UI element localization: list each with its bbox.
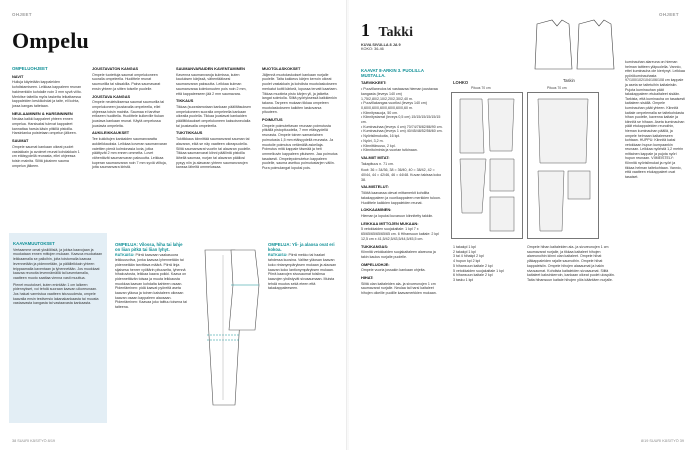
- heading-muotolaskokset: MUOTOLASKOKSET: [262, 66, 301, 71]
- heading-tikkaus: TIKKAUS: [176, 98, 194, 104]
- pattern-changes-heading: KAAVAMUUTOKSET: [13, 241, 55, 246]
- section-label: OHJEET: [12, 12, 32, 17]
- cut-list-item: 2 takakpl 1 kpl: [453, 249, 476, 254]
- badge-number: 1: [361, 20, 370, 40]
- fabric-column: [92, 64, 168, 172]
- diagram-label: Taskin: [563, 78, 575, 83]
- heading-neulaaminen: NEULAAMINEN & HARSINNINEN: [12, 110, 73, 116]
- tarvikkeet-list: [361, 87, 443, 153]
- badge-subtitle: KUVA SIVULLA 8 JA 9: [361, 43, 401, 47]
- text-joustava: Ompele neuleisiksensa saumat saumurilla tai ompelukoneen joustavalla ompeleella, ellei ohjeessa toisin mainita. Saumaa ei tarvitse erikseen huolitella. Huolittele kulkeville tiukan joustava kankaan reunat. Käytä ompelussa joustavia ompeleita.: [92, 100, 165, 128]
- text-tikkaus: Tikkaa (suoratamotaan kankaan pääliltäsuksen ompelukoneen suoralla ompeleella kankaan oikealla puolella. Tikkaa joustavat kankaiden päällitikkaukset ompelukoneen kaksoisneulalla tai joustavalla ompeleella.: [176, 104, 251, 128]
- text-poimutus: Ompele poimutettavan reunaan poimutusta pitkällä pistopituudella, 7 mm etäisyydellä reunasta. Ompele toinen samanlainen poimutusta 1,5 mm etäisyydellä reunasta. Ja muotoile poimutus vetämällä askellaja. Poimutus mitä kappale täsmää ja heti ommelkuvin kappaleen pituiseen. Jaa poimutus tasaisesti. Ompelepoimutetun kappaleen puolelle, sauma asettuu poimutustarjen väliin. Pura poimulangat lopuksi pois.: [262, 123, 338, 171]
- footer-right: 8/19 SUURI KÄSITYÖ 39: [640, 439, 684, 443]
- pattern-badge: [361, 20, 413, 51]
- ratkaisu-label-2: RATKAISU:: [268, 253, 288, 258]
- heading-saumat: SAUMAT: [12, 138, 29, 144]
- valmistelut-heading: VALMISTELUT:: [361, 184, 389, 190]
- valmis-heading: VALMIIT MITAT:: [361, 154, 390, 160]
- badge-title: Takki: [378, 25, 413, 40]
- tarvike-item: • Kuminauhaa (leveys 1 cm) 40/45/48/52/56/60 cm.: [361, 129, 443, 134]
- tarvike-item: • Nyörisilmukoita, 16 kpl.: [361, 134, 401, 139]
- sewing-instructions-column: [12, 64, 82, 170]
- lokkaaminen-heading: LOKKAAMINEN:: [361, 207, 392, 213]
- ompeluohje-heading: OMPELUOHJE:: [361, 261, 390, 267]
- text-joustavaton: Ompele tuotettuja saumat ompelukoneen suoralla ompeleella. Huolittele reunat saumuriilla tai siksakilla. Paina saumavarat ensin yhteen ja sitten toiselle puolelle.: [92, 72, 161, 91]
- tarvike-item: • Nyöri, 3,2 m.: [361, 138, 384, 143]
- valmis-text: Takapituus n. 71 cm.: [361, 161, 394, 166]
- size-adjustment-text: [268, 240, 340, 293]
- ratkaisu-text: Piirrä kaavaan vaakasuora leikkuusviiva, jonka kaavaa lyhennetään tai pidennetään tarvittava määrä. Piirrä linja sijaisesa henrer vyöltärin pituuselta, lyhennä hihakuviosta, leikkaa kaava poikki. Kaava on pidennettävän toisaa ja muuta leikkausta muokkaa kaavan kohdalta kahteen osaan. Pidentäminen: pidä kaavat pyöreitä aseta kaavan yläosa ja toinen kaistaleen oikeaan kaavan osaan kappaleen alaosaan. Pidentäminen: Kaavaa joko taittuu toisena tai taiteena.: [115, 253, 187, 310]
- text-navit: Huiluja käytetään kappaleiden kohdistamiseen. Leikkaa kappaleen reunan hakimerkkiin kohdalle noin 3 mm syvä viilto. Merkitse taiteilla myös tasketta leikattaessa kappaleiden keskikohdat ja taite, eli kohta, jossa kangas taitetaan.: [12, 80, 82, 108]
- leikkaa-heading: LEIKKAA MITTOJEN MUKAAN:: [361, 220, 419, 226]
- cut-list-item: 5 vetokkaiden suojakaitale 1 kpl: [453, 268, 504, 273]
- text-tukitikkaus: Tukitikkaus kiinnittää saumanvarat sauman tai alavaran, eikä se näy vaatteen oikeapuolella. Silitä saumanvarat vuoriin tai alavaran puolelle. Tikkaa saumanvarat kiinni päällintä pistoilla lähellä saumaa, nurjan tai alavaran pääilosi pysyy niin ja alavaran yhteen saumanvarojen kanssa läheltä ommelussaa.: [176, 137, 252, 170]
- fabric-line: KAAVAT 8-ARKIN 3. PUOLILLA MUSTALLA.: [361, 68, 424, 78]
- koko-text: Koot: 36 = 34/36, 38 = 36/40, 40 = 38/42, 42 = 40/44, 44 = 42/46, 46 = 44/48. Kuvan takissa koko 38.: [361, 168, 442, 182]
- pattern-layout-back: [527, 92, 599, 239]
- tarvike-item: • Kiinnitoiminta ja vuorian tutkinaan.: [361, 148, 418, 153]
- heading-aukileikkaukset: AUKILEIKKAUKSET: [92, 130, 130, 136]
- hihat-text: Silitä olan kaitaleiden ala- ja sivureunojen 1 cm saumavarat nurjalle. Neulaa tai harsi kaitaleet hihojen oikeille puolille kaavamerkkien mukaan.: [361, 281, 437, 296]
- cut-list-item: 6 hihansuun kaitale 2 kpl: [453, 273, 493, 278]
- pattern-pieces-front: [452, 93, 522, 238]
- lohko-label: LOHKO: [453, 80, 469, 85]
- heading-joustavaton: JOUSTAVATON KANGAS: [92, 66, 139, 71]
- cut-list-item: 1 takakpl 1 kpl: [453, 245, 476, 249]
- footer-left: 38 SUURI KÄSITYÖ 8/19: [12, 439, 56, 443]
- lokkaaminen-text: Hieman ja lopuksi kuvaruun kiinnitetty takkiin.: [361, 213, 434, 218]
- pattern-changes-box: [9, 233, 107, 423]
- main-heading: OMPELUOHJEET: [12, 66, 48, 71]
- tarvike-item: • Puuvillaneulos tai vastaavaa hieman joustavaa kangasta (leveys 140 cm) 1,75/2,80/2,10/2,20/2,30/2,40 m.: [361, 87, 438, 101]
- materials-column: [361, 66, 443, 298]
- pattern-changes-text: Vertaamme omat yksilöllisiä, ja jokisa kaavojaan ja muokataan ennen mittojen mukaan. Kaavoa muokataan leikkaamalla se palloihin, joita toistomalla kaavaa levennetään ja pidennetään, ja pälälleikkain yhteen teippaamalla kaventaan ja lyhennetään. Jos muokkaat kaavaa reunoita levennämällä tai kaventamalla, vaatteen muoto saattaa vienna vasti muuttua.: [13, 247, 103, 280]
- text-saumanvarat: Kavenna saumanvaroja kulmissa, kuten kauluksen kärjissä, vähentääksesi saumanvaran paksuutta. Leikkaa kulman saumanvaraa kolmionuuten pois noin 2 mm, että kappaleeseen jää 2 mm saumavara.: [176, 72, 247, 96]
- ompeluohje-text: Ompele vuoria jossakin kankaan ohjeita.: [361, 268, 426, 273]
- text-saumat: Ompele saumat kankaan oikeat puolet vastakkain ja avoimet reunat kohdakkain 1 cm etäisyydellä reunasta, ellei ohjeessa toisin mainita. Silitä jokainen sauma ompelun jälkeen.: [12, 144, 80, 168]
- front-dimension: Pituus 70 cm: [471, 86, 491, 90]
- sewing-steps-column: [527, 245, 619, 285]
- heading-poimutus: POIMUTUS: [262, 117, 283, 123]
- seam-allowance-column: [176, 64, 252, 172]
- text-aukileikkaukset: Tee kukkitujen kankaiden saumanvaratta aukileikkauksia. Leikkaa koveran saumanvaran vaiettien pienä kolmionasia lovia, jotka päättyvät 2 mm ennen ommelta. Lovet vähentävät saumanvaran paksuutta. Leikkaa kuperan saumanvaran noin 7 mm syviä viiltoja, jotta saumanvara kiristä.: [92, 137, 168, 170]
- cut-list-item: 3 tai 4 hihakpl 2 kpl: [453, 254, 484, 259]
- heading-tukitikkaus: TUKITIKKAUS: [176, 130, 203, 136]
- pattern-layout-front: [451, 92, 523, 239]
- tukikangas-heading: TUKIKANGAS:: [361, 243, 389, 249]
- cut-list-item: 3 tasku 1 kpl: [453, 277, 474, 282]
- pattern-changes-text-2: Pienet muutokset, kuten enintään 1 cm lalkeen pidennykset, voi tehdä suoraan kaavan ulkoreunaan. Jos haluat varmistua vaatteen istuvuudesta, ompele kaavalla ensin testiversio lakanakankaasta tai muusta vastaavasta kangasta tai vastaavasta kankaasta.: [13, 282, 99, 306]
- length-adjustment-heading: OMPELUA: Vilossa, hiha tai lahje on liian pitkä tai liian lyhyt.: [115, 242, 183, 252]
- heading-navit: NAVIT: [12, 73, 24, 79]
- cut-list-item: 5 hihansuun kaitale 2 kpl: [453, 263, 493, 268]
- finishing-column: [625, 60, 685, 179]
- sewing-steps-text: Ompele hihan kaitaleiden ala- ja sivureunojen 1 cm saumavarat nurjalle, ja tikkaa kaitaleet hihojen alareunoihin kiinni olan kaitaleet. Ompele hihat yläkappaleiden rajalle saumoihin. Ompele hihat kappaleisiin. Ompele hihojen alasaumat ja hakin sivusaumat. Kohdista kaitaleiden sivusaumat. Silitä kaitaleet kaksinkerroin, kankaan oikeat puolet ulospäin. Taita hihansuun kaitale hihojen ylös kääntäen nurjalle.: [527, 245, 615, 282]
- bodice-diagram: [225, 245, 270, 335]
- tarvike-item: • Kiinnittäruusu, 2 kpl.: [361, 143, 396, 148]
- pattern-changes-content: [13, 239, 103, 308]
- cut-list: [453, 245, 519, 283]
- text-muotolaskokset: Jäljennä muotolaskokset kankaan nurjalle puolelle. Taita kakkeus kärjen kerroin oikeat puolet vastakkain ja kohdista muotolaskokseen merkatut koitti kärkeä, lopussa tervatt kaartaen. Tikkaa muotinta pisto kärjen yli, ja jatketta langat solmiolla. Silitä pyöriyksessä kaikkienkin takana. Tarpeen mukaan tikkaa ompeleen muotolaskokseen kaikiten laskovarsa pituuteen.: [262, 72, 338, 115]
- cut-list-item: 4 hupun kpl 2 kpl: [453, 259, 481, 264]
- section-label-right: OHJEET: [659, 12, 679, 17]
- jacket-sketch: [527, 14, 617, 76]
- tarvike-item: • Kiinnitystarrat (leveys 0,5 cm) 15/15/15/15/15/15 cm.: [361, 115, 441, 125]
- tarvike-item: • Kiinnityssuoja, 50 cm.: [361, 110, 399, 115]
- tarvikkeet-heading: TARVIKKEET:: [361, 80, 387, 86]
- cut-list-items: [453, 245, 519, 283]
- back-dimension: Pituus 70 cm: [547, 86, 567, 90]
- leikkaa-text: 5 vetokkaiden suojakaitale: 1 kpl 7 x 65/65/65/65/65/65 cm. 6 Hihansuun kaitale: 2 kpl 12,5 cm x 41,5/42,5/43,5/44,5/45,5 cm.: [361, 227, 439, 241]
- left-page: [0, 0, 347, 450]
- darts-column: [262, 64, 338, 173]
- tarvike-item: • Kuminauhaa (leveys 4 cm) 70/74/78/82/86/90 cm.: [361, 124, 443, 129]
- finishing-text: kuminauhan alareuna on hieman helman taitteen yläpuolella. Vannio, ettei kuminauha ole kiertynyt. Leikkaa pyörökuminauhasta 97/100/102/104/106/108 cm kappale ja aseta se taitetuihin kaitaleisiin. Pujota kuminauhan päät takakappaleen etukaitaleet sisään. Tarkista, että kuminauha on tasaisesti kaitaleen sisällä. Ompele kuminauhan päät yhteen. Kiinnitä kaitale ompelemalla se taitekohdasta hihan puolelle, kavenna kaitale ja kiinnitä se hihaan. Aseta kuminauhan päät etukappaleiden reunoihin, hieman kuminauhan päällä, ja ompele helmaan kaitaleeseen kohtaan. HUPPU: Kiinnitä kaksi vetokkaan hupun kumpaankin reunaan. Leikkaa nyöristä 1,2 metrin mittainen kappale ja pujota nyöri hupun reunaan. VIIMEISTELY: Kiinnitä nyörisilmukat ja nyöri ja tikkaa helman taitekohtaan. Vannio, että vaatteen etukappaleet ovat tasaiset.: [625, 60, 685, 179]
- text-neulaaminen: Neulaa kaikki kappaleet yhteen ennen ompelua. Harsisaksi tulevat kappaleet kannattaa harsia käsin pitkillä pistoilla. Harsinlanka poistetaan ompelun jälkeen.: [12, 117, 77, 136]
- pattern-pieces-back: [528, 93, 598, 238]
- tarvike-item: • Puuvillakangas vuoriksi (leveys 140 cm) 0,60/0,60/0,60/0,60/0,60/0,60 m.: [361, 101, 427, 110]
- valmistelut-text: Tilöitä kaavassa olevat mittamerkit kohdilta takakappaleen ja vuorikappaleen merkkien tuloon. Huolittele kaikkien kappaleiden reunat.: [361, 191, 441, 205]
- ratkaisu-text-2: Piirrä mekko tai haalari tahdessa kuosina. Valitse yläosan kaavan koko rintanympäryksen mukaan ja alaosan kaavan koko lantionympäryksen mukaan. Piirrä kaavojen sivusaumat toisiinsa kaavojen yhdistyvät sivusaumaan. Muista tehdä muutos sekä eteen että takakappaleeseen.: [268, 253, 337, 291]
- tukikangas-text: Kiinnitä vetokkaiden suojakaitaleen alareuna ja takin kaulus nurjalle puolelle.: [361, 250, 436, 259]
- heading-joustava: JOUSTAVA KANGAS: [92, 93, 131, 99]
- heading-saumanvarat: SAUMANVARAIDEN KAVENTAMINEN: [176, 66, 245, 71]
- length-adjustment-text: [115, 240, 187, 312]
- hihat-heading: HIHAT:: [361, 275, 374, 281]
- badge-code: KOKO: 36-46: [361, 47, 384, 51]
- ratkaisu-label: RATKAISU:: [115, 253, 135, 258]
- right-page: [349, 0, 696, 450]
- page-title: Ompelu: [12, 28, 89, 53]
- size-adjustment-heading: OMPELUA: Yli- ja alaosa ovat eri kokoa.: [268, 242, 335, 252]
